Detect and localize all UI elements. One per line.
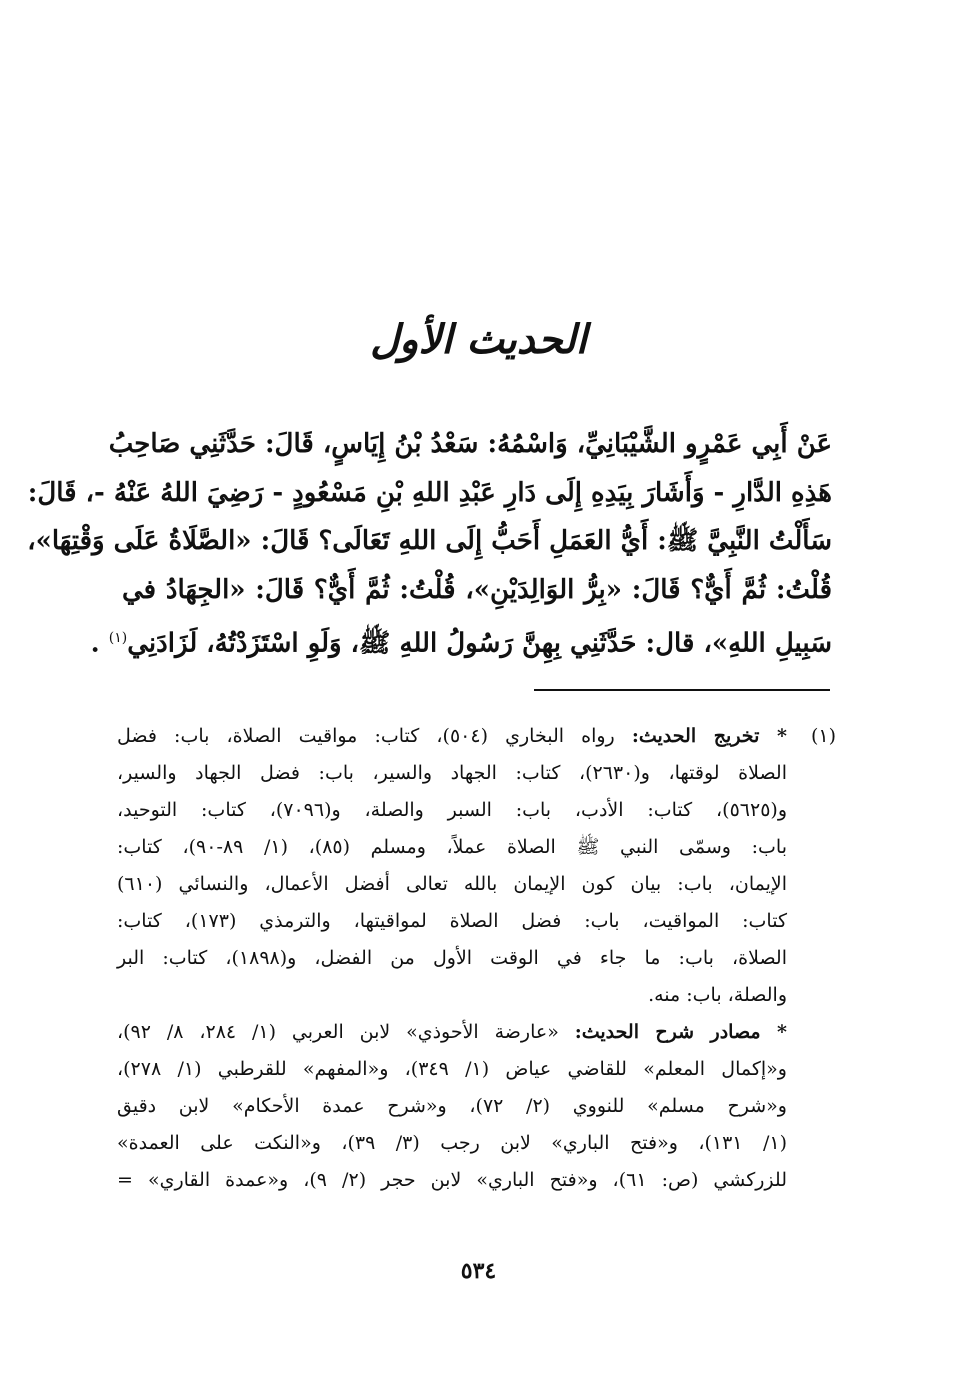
hadith-line: قُلْتُ: ثُمَّ أَيٌّ؟ قَالَ: «بِرُّ الوَالِدَيْنِ»، قُلْتُ: ثُمَّ أَيٌّ؟ قَالَ: «الجِهَادُ في	[122, 574, 832, 605]
hadith-text	[27, 420, 832, 663]
footnote-line-text: باب: وسمّى النبي ﷺ الصلاة عملاً، ومسلم (٨٥)، (١/ ٨٩-٩٠)، كتاب:	[117, 836, 787, 858]
chapter-title: الحديث الأول	[370, 316, 587, 363]
footnote-line-text: الصلاة، باب: ما جاء في الوقت الأول من الفضل، و(١٨٩٨)، كتاب: البر	[117, 947, 788, 969]
page-number: ٥٣٤	[460, 1258, 497, 1284]
footnote-line	[117, 977, 787, 1014]
hadith-line: سَأَلْتُ النَّبِيَّ ﷺ: أَيُّ العَمَلِ أَحَبُّ إِلَى اللهِ تَعَالَى؟ قَالَ: «الصَّلَاةُ عَلَى وَقْتِهَا»،	[27, 526, 832, 556]
hadith-line-last	[90, 614, 832, 663]
footnote-line	[117, 1014, 787, 1051]
hadith-line: عَنْ أَبِي عَمْرٍو الشَّيْبَانِيِّ، وَاسْمُهُ: سَعْدُ بْنُ إِيَاسٍ، قَالَ: حَدَّثَنِي صَاحِبُ	[108, 429, 832, 459]
footnote-line-text: والصلة، باب: منه.	[648, 984, 787, 1006]
hadith-line: سَبِيلِ اللهِ»، قال: حَدَّثَنِي بِهِنَّ رَسُولُ اللهِ ﷺ، وَلَوِ اسْتَزَدْتُهُ، لَزَادَنِي	[127, 628, 832, 659]
footnote-line-text: للزركشي (ص: ٦١)، و«فتح الباري» لابن حجر (٢/ ٩)، و«عمدة القاري» =	[117, 1169, 787, 1191]
footnote-line	[117, 1051, 787, 1088]
footnote-line	[117, 940, 787, 977]
footnote-line-text: «عارضة الأحوذي» لابن العربي (١/ ٢٨٤، ٨/ ٩٢)،	[117, 1021, 575, 1043]
footnote-line-text: و«شرح مسلم» للنووي (٢/ ٧٢)، و«شرح عمدة الأحكام» لابن دقيق	[117, 1095, 787, 1117]
footnote-line	[117, 903, 787, 940]
footnote-line-text: و«إكمال المعلم» للقاضي عياض (١/ ٣٤٩)، و«المفهم» للقرطبي (١/ ٢٧٨)،	[117, 1058, 787, 1080]
footnote-line	[117, 829, 787, 866]
hadith-line: هَذِهِ الدَّارِ - وَأَشَارَ بِيَدِهِ إِلَى دَارِ عَبْدِ اللهِ بْنِ مَسْعُودٍ - رَضِيَ اللهُ عَنْهُ -، قَالَ:	[27, 477, 832, 508]
footnote-line	[117, 1162, 787, 1199]
footnote-line	[117, 718, 787, 755]
footnote-line-text: الإيمان، باب: بيان كون الإيمان بالله تعالى أفضل الأعمال، والنسائي (٦١٠)	[117, 873, 787, 895]
footnote-line	[117, 792, 787, 829]
footnote-line-text: و(٥٦٢٥)، كتاب: الأدب، باب: السبر والصلة، و(٧٠٩٦)، كتاب: التوحيد،	[117, 799, 787, 821]
footnote-heading: * تخريج الحديث:	[631, 725, 787, 747]
footnote-line-text: الصلاة لوقتها، و(٢٦٣٠)، كتاب: الجهاد والسير، باب: فضل الجهاد والسير،	[117, 762, 787, 784]
footnote-line	[117, 866, 787, 903]
footnote-reference[interactable]: (١)	[108, 630, 128, 646]
footnote-line	[117, 1125, 787, 1162]
hadith-end-mark: .	[90, 628, 100, 659]
footnote-heading: * مصادر شرح الحديث:	[574, 1021, 787, 1043]
footnote-divider	[534, 689, 830, 691]
footnote-label: (١)	[810, 725, 836, 747]
footnote-line	[117, 1088, 787, 1125]
footnote-line-text: كتاب: المواقيت، باب: فضل الصلاة لمواقيتها، والترمذي (١٧٣)، كتاب:	[117, 910, 787, 932]
footnote-line-text: (١/ ١٣١)، و«فتح الباري» لابن رجب (٣/ ٣٩)، و«النكت على العمدة»	[117, 1132, 787, 1154]
footnote-line-text: رواه البخاري (٥٠٤)، كتاب: مواقيت الصلاة، باب: فضل	[117, 725, 632, 747]
footnote-line	[117, 755, 787, 792]
footnote-text	[117, 718, 787, 1199]
